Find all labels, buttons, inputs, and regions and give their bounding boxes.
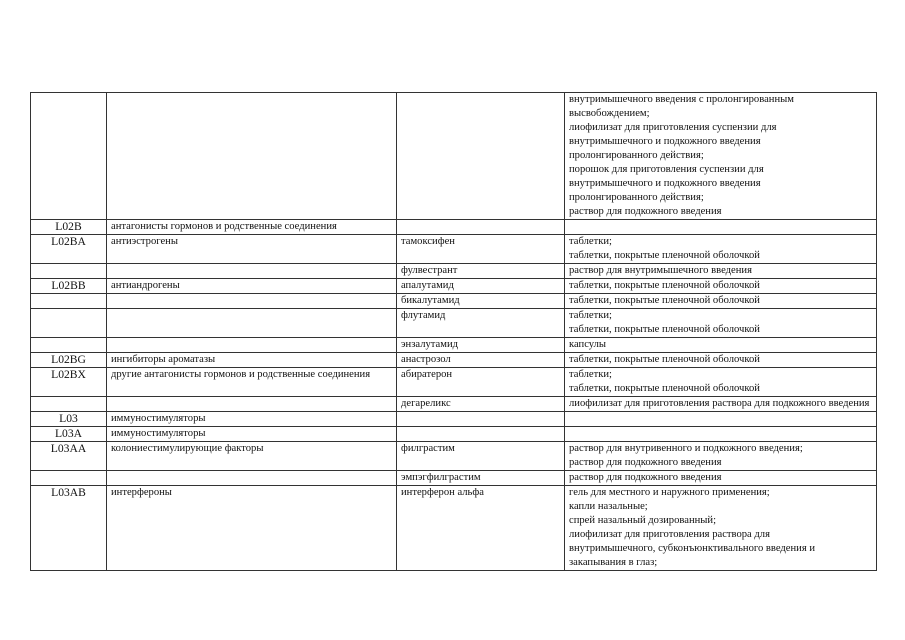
anatomical-therapeutic-group-cell — [107, 93, 397, 220]
dosage-forms-cell — [565, 309, 877, 338]
dosage-forms-cell — [565, 412, 877, 427]
anatomical-therapeutic-group-cell: интерфероны — [107, 486, 397, 571]
dosage-form-line: гель для местного и наружного применения; — [569, 487, 770, 498]
dosage-form-line: внутримышечного введения с пролонгированным — [569, 94, 794, 105]
atc-code-cell — [31, 397, 107, 412]
table-row — [31, 279, 877, 294]
anatomical-therapeutic-group-cell: иммуностимуляторы — [107, 412, 397, 427]
drug-name-cell: тамоксифен — [397, 235, 565, 264]
drug-name-cell — [397, 93, 565, 220]
atc-code-cell: L03AB — [31, 486, 107, 571]
drug-name-cell: фулвестрант — [397, 264, 565, 279]
drug-name-cell: эмпэгфилграстим — [397, 471, 565, 486]
anatomical-therapeutic-group-cell: колониестимулирующие факторы — [107, 442, 397, 471]
table-row — [31, 442, 877, 471]
dosage-forms-cell — [565, 353, 877, 368]
dosage-forms-cell — [565, 368, 877, 397]
dosage-form-line: таблетки, покрытые пленочной оболочкой — [569, 324, 760, 335]
table-row — [31, 412, 877, 427]
atc-code-cell: L02BB — [31, 279, 107, 294]
anatomical-therapeutic-group-cell: антагонисты гормонов и родственные соединения — [107, 220, 397, 235]
drug-name-cell: бикалутамид — [397, 294, 565, 309]
dosage-form-line: таблетки, покрытые пленочной оболочкой — [569, 354, 760, 365]
dosage-form-line: внутримышечного и подкожного введения — [569, 178, 761, 189]
drug-name-cell: энзалутамид — [397, 338, 565, 353]
dosage-form-line: таблетки, покрытые пленочной оболочкой — [569, 383, 760, 394]
drug-name-cell: флутамид — [397, 309, 565, 338]
atc-code-cell: L02BA — [31, 235, 107, 264]
atc-code-cell: L02BX — [31, 368, 107, 397]
table-body — [31, 93, 877, 571]
atc-code-cell — [31, 471, 107, 486]
anatomical-therapeutic-group-cell — [107, 309, 397, 338]
table-row — [31, 338, 877, 353]
anatomical-therapeutic-group-cell: антиэстрогены — [107, 235, 397, 264]
atc-code-cell: L03 — [31, 412, 107, 427]
atc-code-cell: L03A — [31, 427, 107, 442]
atc-code-cell — [31, 338, 107, 353]
table-row — [31, 309, 877, 338]
dosage-form-line: таблетки; — [569, 369, 612, 380]
dosage-form-line: таблетки, покрытые пленочной оболочкой — [569, 295, 760, 306]
dosage-forms-cell — [565, 294, 877, 309]
dosage-forms-cell — [565, 486, 877, 571]
table-row — [31, 486, 877, 571]
dosage-form-line: лиофилизат для приготовления раствора для подкожного введения — [569, 398, 870, 409]
drug-name-cell: абиратерон — [397, 368, 565, 397]
dosage-form-line: раствор для подкожного введения — [569, 206, 722, 217]
dosage-form-line: внутримышечного, субконъюнктивального введения и — [569, 543, 816, 554]
anatomical-therapeutic-group-cell — [107, 294, 397, 309]
dosage-forms-cell — [565, 264, 877, 279]
table-row — [31, 353, 877, 368]
dosage-forms-cell — [565, 279, 877, 294]
drug-name-cell: анастрозол — [397, 353, 565, 368]
drug-name-cell: филграстим — [397, 442, 565, 471]
dosage-form-line: лиофилизат для приготовления раствора для — [569, 529, 770, 540]
drug-name-cell — [397, 220, 565, 235]
dosage-form-line: закапывания в глаз; — [569, 557, 658, 568]
dosage-forms-cell — [565, 338, 877, 353]
table-row — [31, 294, 877, 309]
anatomical-therapeutic-group-cell: антиандрогены — [107, 279, 397, 294]
dosage-form-line: спрей назальный дозированный; — [569, 515, 717, 526]
anatomical-therapeutic-group-cell: иммуностимуляторы — [107, 427, 397, 442]
table-row — [31, 471, 877, 486]
anatomical-therapeutic-group-cell: другие антагонисты гормонов и родственные соединения — [107, 368, 397, 397]
dosage-form-line: таблетки, покрытые пленочной оболочкой — [569, 250, 760, 261]
atc-code-cell — [31, 264, 107, 279]
atc-code-cell: L03AA — [31, 442, 107, 471]
drug-name-cell — [397, 412, 565, 427]
dosage-form-line: капсулы — [569, 339, 607, 350]
table-row — [31, 264, 877, 279]
dosage-form-line: пролонгированного действия; — [569, 150, 704, 161]
anatomical-therapeutic-group-cell — [107, 397, 397, 412]
dosage-form-line: таблетки; — [569, 310, 612, 321]
table-row — [31, 235, 877, 264]
dosage-form-line: раствор для внутривенного и подкожного введения; — [569, 443, 803, 454]
dosage-form-line: пролонгированного действия; — [569, 192, 704, 203]
anatomical-therapeutic-group-cell — [107, 338, 397, 353]
dosage-forms-cell — [565, 235, 877, 264]
table-row — [31, 397, 877, 412]
drug-name-cell: дегареликс — [397, 397, 565, 412]
anatomical-therapeutic-group-cell — [107, 264, 397, 279]
anatomical-therapeutic-group-cell — [107, 471, 397, 486]
dosage-form-line: таблетки; — [569, 236, 612, 247]
table-row — [31, 220, 877, 235]
dosage-form-line: лиофилизат для приготовления суспензии для — [569, 122, 777, 133]
dosage-forms-cell — [565, 427, 877, 442]
dosage-form-line: таблетки, покрытые пленочной оболочкой — [569, 280, 760, 291]
dosage-form-line: раствор для подкожного введения — [569, 472, 722, 483]
atc-code-cell — [31, 309, 107, 338]
dosage-form-line: раствор для подкожного введения — [569, 457, 722, 468]
dosage-form-line: высвобождением; — [569, 108, 650, 119]
atc-code-cell: L02BG — [31, 353, 107, 368]
dosage-form-line: капли назальные; — [569, 501, 648, 512]
anatomical-therapeutic-group-cell: ингибиторы ароматазы — [107, 353, 397, 368]
dosage-form-line: внутримышечного и подкожного введения — [569, 136, 761, 147]
dosage-forms-cell — [565, 471, 877, 486]
drug-name-cell — [397, 427, 565, 442]
atc-code-cell — [31, 294, 107, 309]
drug-classification-table — [30, 92, 877, 571]
dosage-forms-cell — [565, 220, 877, 235]
atc-code-cell — [31, 93, 107, 220]
dosage-form-line: раствор для внутримышечного введения — [569, 265, 752, 276]
dosage-form-line: порошок для приготовления суспензии для — [569, 164, 764, 175]
dosage-forms-cell — [565, 93, 877, 220]
table-row — [31, 93, 877, 220]
atc-code-cell: L02B — [31, 220, 107, 235]
table-row — [31, 427, 877, 442]
drug-name-cell: апалутамид — [397, 279, 565, 294]
dosage-forms-cell — [565, 442, 877, 471]
table-row — [31, 368, 877, 397]
dosage-forms-cell — [565, 397, 877, 412]
drug-name-cell: интерферон альфа — [397, 486, 565, 571]
